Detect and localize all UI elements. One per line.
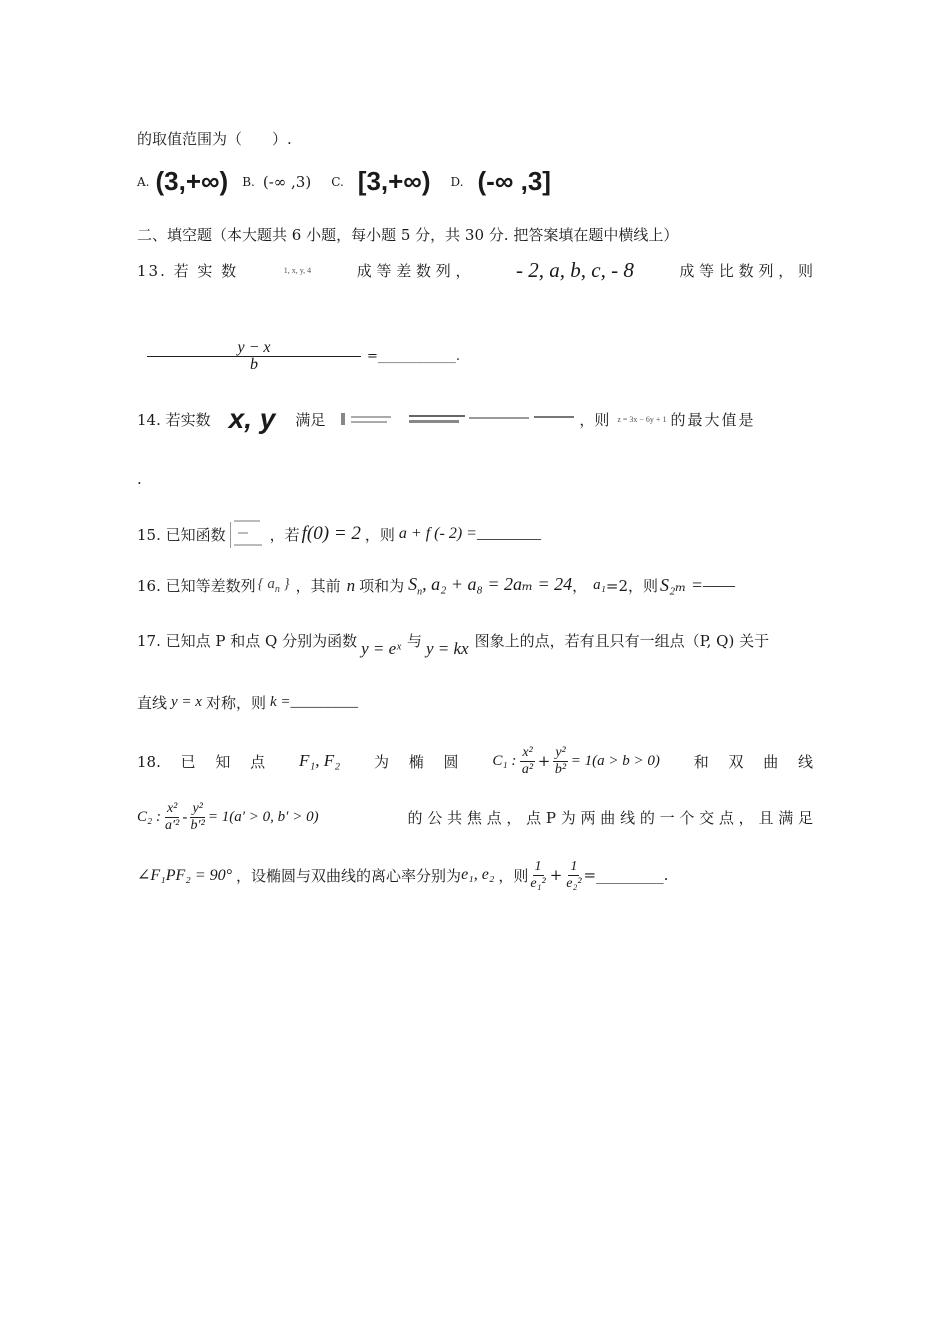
q15-piecewise-image <box>230 516 266 552</box>
q13-answer-blank: =____________. <box>367 349 461 364</box>
q13-geo-text: 成 等 比 数 列 ， 则 <box>679 262 813 280</box>
q18-foci: F₁, F₂ <box>299 751 341 770</box>
ellipse-y-frac: $\frac{\text{y²}}{\text{b²}}$ <box>554 744 567 777</box>
q13-geo-seq: - 2, a, b, c, - 8 <box>516 258 634 282</box>
q13-fraction <box>149 340 359 373</box>
q17-intro: 17. 已知点 P 和点 Q 分别为函数 <box>137 632 358 650</box>
q14-intro: 14. 若实数 <box>137 410 211 429</box>
option-c-label: C. <box>331 174 344 189</box>
q16-a1-value: =2，则 <box>605 577 659 596</box>
q18-eccentricity-text: ，设椭圆与双曲线的离心率分别为 <box>236 866 462 885</box>
q18-ellipse-text: 为 椭 圆 <box>373 752 459 771</box>
q18-hyperbola-text: 和 双 曲 线 <box>693 752 813 771</box>
question-17-cont <box>137 692 813 713</box>
q18-hyperbola-rest: = 1(a′ > 0, b′ > 0) <box>207 808 319 825</box>
q16-n: n <box>346 575 356 595</box>
q13-arith-text: 成 等 差 数 列 ， <box>356 262 471 280</box>
q15-if: ，若 <box>269 525 300 544</box>
q16-seq-end: } <box>279 576 290 593</box>
q16-answer: S₂ₘ =—— <box>660 575 735 596</box>
question-18 <box>137 738 813 784</box>
q13-intro: 13. 若 实 数 <box>137 262 239 280</box>
q16-a1: a₁ <box>593 577 606 594</box>
hyperbola-y-frac: $\frac{\text{y²}}{\text{b′²}}$ <box>190 800 205 833</box>
q17-symmetric: 对称，则 <box>205 694 266 712</box>
q16-condition-rest: , a₂ + a₈ = 2aₘ = 24 <box>422 574 573 594</box>
question-14 <box>137 403 813 435</box>
q18-then: ，则 <box>498 866 529 885</box>
q15-answer-blank: a + f (- 2) =________ <box>398 525 541 542</box>
question-16 <box>137 574 813 598</box>
q18-ellipse-eq: C₁ : $\frac{\text{x²}}{\text{a²}}$ + $\frac{\text{y²}}{\text{b²}}$ = 1(a > b > 0) <box>492 744 660 777</box>
q17-rest: 图象上的点，若有且只有一组点（P, Q) 关于 <box>474 632 770 650</box>
q14-max-text: 的最大值是 <box>670 410 756 429</box>
q16-sum-text: 项和为 <box>359 577 405 596</box>
ellipse-x-frac: $\frac{\text{x²}}{\text{a²}}$ <box>521 744 534 777</box>
q18-intro: 18. 已 知 点 <box>137 752 266 771</box>
q18-ellipse-rest: = 1(a > b > 0) <box>570 752 660 769</box>
q16-seq-sub: n <box>274 584 280 596</box>
text-line <box>137 128 813 149</box>
q16-intro: 16. 已知等差数列 <box>137 577 256 596</box>
hyperbola-x-frac: $\frac{\text{x²}}{\text{a′²}}$ <box>165 800 180 833</box>
q17-func1: y = eˣ <box>361 638 401 658</box>
option-d-label: D. <box>450 174 464 189</box>
q18-hyperbola-eq: C₂ : $\frac{\text{x²}}{\text{a′²}}$ - $\frac{\text{y²}}{\text{b′²}}$ = 1(a′ > 0, b′ > 0) <box>137 800 319 833</box>
piecewise-function-graphic <box>230 516 266 552</box>
q18-e12: e₁, e₂ <box>461 866 495 883</box>
q16-comma: ， <box>572 577 588 596</box>
constraint-system-graphic <box>339 412 579 426</box>
q18-frac-1: $\frac{1}{\text{e₁²}}$ <box>530 858 546 891</box>
option-b: (-∞ ,3) <box>262 172 312 191</box>
q18-frac-2: $\frac{1}{\text{e₂²}}$ <box>566 858 582 891</box>
q16-S: S <box>408 574 418 594</box>
q16-condition: $S_n$, a₂ + a₈ = 2aₘ = 24 <box>408 574 573 598</box>
q16-sequence <box>258 576 290 595</box>
q14-dot: . <box>137 470 142 488</box>
section-2-title: 二、填空题（本大题共 6 小题，每小题 5 分，共 30 分. 把答案填在题中横线上） <box>137 226 679 244</box>
q18-common-focus: 的 公 共 焦 点 ， 点 P 为 两 曲 线 的 一 个 交 点 ， 且 满 足 <box>407 808 813 827</box>
q15-then: ，则 <box>364 525 395 544</box>
q14-vars: x, y <box>228 403 276 434</box>
question-18-line3: ∠F₁PF₂ = 90° ，设椭圆与双曲线的离心率分别为 e₁, e₂ ，则 $\frac{1}{\text{e₁²}}$ + $\frac{1}{\text{e₂²}}$ =_________. <box>137 858 669 891</box>
option-c: [3,+∞) <box>357 166 431 196</box>
option-b-label: B. <box>242 174 255 189</box>
q15-condition: f(0) = 2 <box>301 523 361 544</box>
options-row <box>137 166 813 197</box>
q17-answer-blank: k =_________ <box>269 694 358 710</box>
question-18-line2 <box>137 794 813 840</box>
q14-objective: z = 3x − 6y + 1 <box>617 414 667 424</box>
q17-func2: y = kx <box>425 638 469 658</box>
q17-and: 与 <box>406 632 422 650</box>
q18-C1: C₁ : <box>492 752 517 769</box>
question-13 <box>137 258 813 283</box>
q13-frac-denominator: b <box>250 356 258 373</box>
q18-angle: ∠F₁PF₂ = 90° <box>137 867 233 884</box>
q13-frac-numerator: y − x <box>147 340 361 357</box>
q14-end <box>137 470 813 488</box>
option-d: (-∞ ,3] <box>477 166 551 196</box>
option-a: (3,+∞) <box>155 166 229 196</box>
q16-seq-brace: { a <box>257 576 275 593</box>
q16-front: ，其前 <box>295 577 341 596</box>
question-15 <box>137 516 813 552</box>
q18-answer-blank: =_________. <box>583 866 669 884</box>
q14-then: ，则 <box>579 410 610 429</box>
q14-constraints-image <box>339 412 579 426</box>
q14-satisfy: 满足 <box>295 410 326 429</box>
question-13-answer <box>137 340 813 373</box>
q15-intro: 15. 已知函数 <box>137 525 226 544</box>
question-17 <box>137 630 813 658</box>
q17-line-text: 直线 <box>137 694 168 712</box>
option-a-label: A. <box>137 174 150 189</box>
section-heading <box>137 224 813 245</box>
range-question-text: 的取值范围为（ ）. <box>137 130 292 148</box>
q17-line: y = x <box>171 694 202 710</box>
q13-arith-seq: 1, x, y, 4 <box>283 266 312 275</box>
q18-C2: C₂ : <box>137 808 161 825</box>
